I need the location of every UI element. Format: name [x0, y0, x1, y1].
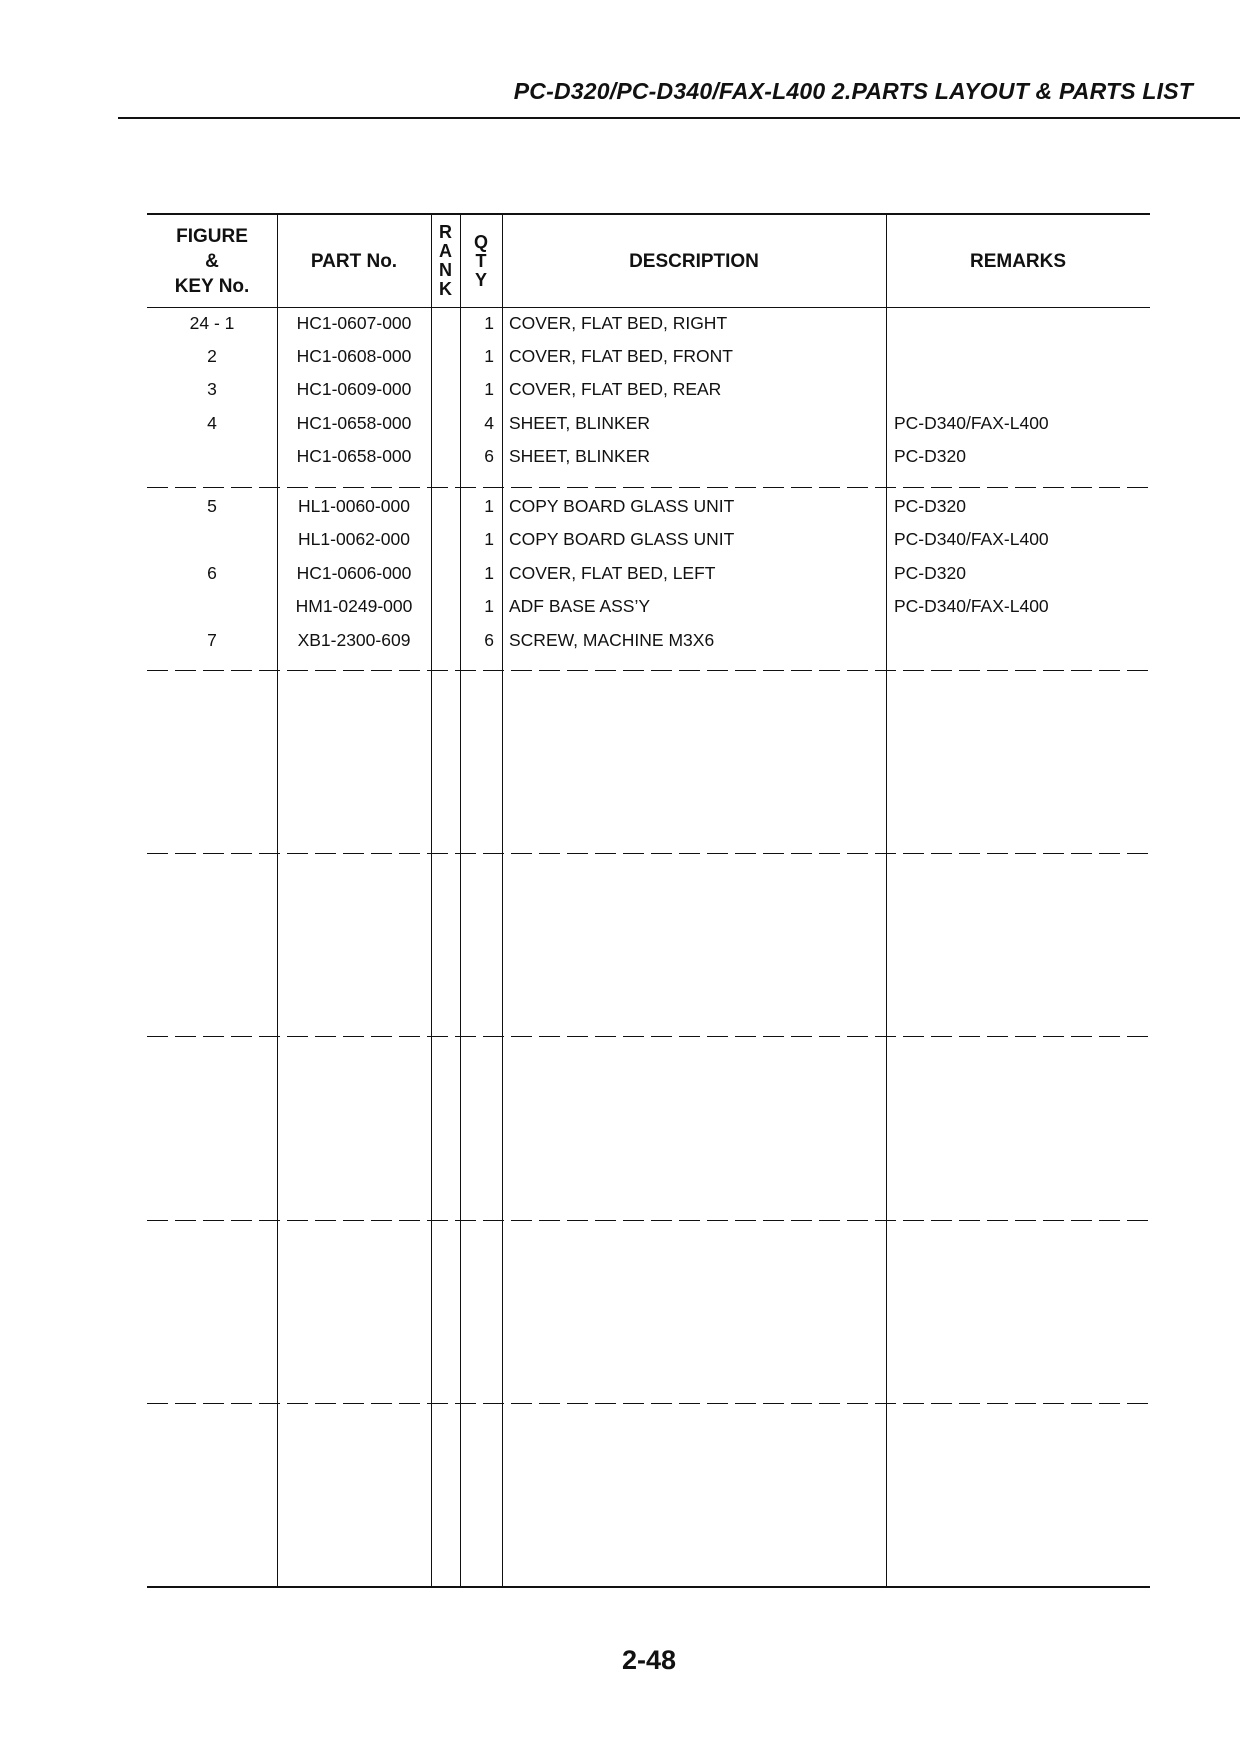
- qty-cell: 1: [484, 596, 494, 616]
- description-cell: COPY BOARD GLASS UNIT: [509, 496, 735, 516]
- page-header-title: PC-D320/PC-D340/FAX-L400 2.PARTS LAYOUT & PARTS LIST: [513, 78, 1193, 104]
- header-qty: [460, 215, 502, 307]
- part-no-cell: HC1-0608-000: [296, 346, 412, 366]
- figure-key-cell: 7: [207, 630, 217, 650]
- description-cell: SHEET, BLINKER: [509, 446, 651, 466]
- qty-cell: 4: [484, 413, 494, 433]
- header-qty-letter: Y: [474, 269, 487, 290]
- table-row: [147, 557, 1150, 590]
- remarks-cell: PC-D340/FAX-L400: [894, 529, 1049, 549]
- figure-key-cell: 24 - 1: [189, 313, 235, 333]
- description-cell: ADF BASE ASS’Y: [509, 596, 651, 616]
- description-cell: COVER, FLAT BED, LEFT: [509, 563, 716, 583]
- qty-cell: 1: [484, 563, 494, 583]
- header-rank: [431, 215, 460, 307]
- description-cell: COVER, FLAT BED, FRONT: [509, 346, 733, 366]
- figure-key-cell: 4: [207, 413, 217, 433]
- group-divider: [147, 1403, 1150, 1404]
- header-figure-line: &: [205, 250, 219, 272]
- figure-key-cell: 2: [207, 346, 217, 366]
- remarks-cell: PC-D320: [894, 496, 966, 516]
- table-row: [147, 373, 1150, 406]
- qty-cell: 1: [484, 346, 494, 366]
- remarks-cell: PC-D320: [894, 563, 966, 583]
- part-no-cell: HC1-0607-000: [296, 313, 412, 333]
- header-rank-letter: A: [439, 241, 452, 261]
- description-cell: COPY BOARD GLASS UNIT: [509, 529, 735, 549]
- table-row: [147, 624, 1150, 657]
- qty-cell: 6: [484, 630, 494, 650]
- table-row: [147, 407, 1150, 440]
- header-figure-line: KEY No.: [174, 275, 250, 297]
- qty-cell: 1: [484, 379, 494, 399]
- table-row: [147, 590, 1150, 623]
- header-part-no: PART No.: [310, 250, 398, 272]
- qty-cell: 1: [484, 313, 494, 333]
- remarks-cell: PC-D320: [894, 446, 966, 466]
- figure-key-cell: 3: [207, 379, 217, 399]
- remarks-cell: PC-D340/FAX-L400: [894, 596, 1049, 616]
- header-description: DESCRIPTION: [629, 250, 759, 272]
- table-bottom-rule: [147, 1586, 1150, 1588]
- group-divider: [147, 670, 1150, 671]
- table-row: [147, 440, 1150, 473]
- figure-key-cell: 5: [207, 496, 217, 516]
- part-no-cell: HC1-0606-000: [296, 563, 412, 583]
- table-row: [147, 340, 1150, 373]
- table-row: [147, 490, 1150, 523]
- parts-list-table: [147, 213, 1150, 1588]
- header-remarks: REMARKS: [969, 250, 1067, 272]
- part-no-cell: HM1-0249-000: [295, 596, 413, 616]
- part-no-cell: HL1-0060-000: [298, 496, 410, 516]
- table-row: [147, 307, 1150, 340]
- part-no-cell: HC1-0609-000: [296, 379, 412, 399]
- group-divider: [147, 487, 1150, 488]
- part-no-cell: HC1-0658-000: [296, 446, 412, 466]
- part-no-cell: HL1-0062-000: [298, 529, 410, 549]
- part-no-cell: XB1-2300-609: [297, 630, 411, 650]
- header-figure-key-no: [147, 215, 277, 307]
- table-row: [147, 523, 1150, 556]
- figure-key-cell: 6: [207, 563, 217, 583]
- description-cell: COVER, FLAT BED, RIGHT: [509, 313, 728, 333]
- group-divider: [147, 853, 1150, 854]
- header-rule: [118, 117, 1240, 119]
- qty-cell: 6: [484, 446, 494, 466]
- part-no-cell: HC1-0658-000: [296, 413, 412, 433]
- header-rank-letter: N: [439, 260, 452, 280]
- remarks-cell: PC-D340/FAX-L400: [894, 413, 1049, 433]
- group-divider: [147, 1036, 1150, 1037]
- qty-cell: 1: [484, 529, 494, 549]
- header-qty-letter: Q: [473, 231, 488, 252]
- header-rank-letter: K: [439, 279, 452, 299]
- description-cell: SCREW, MACHINE M3X6: [509, 630, 715, 650]
- page-number: 2-48: [621, 1645, 677, 1675]
- qty-cell: 1: [484, 496, 494, 516]
- header-rank-letter: R: [439, 222, 452, 242]
- description-cell: SHEET, BLINKER: [509, 413, 651, 433]
- header-figure-line: FIGURE: [176, 225, 248, 247]
- header-qty-letter: T: [475, 250, 487, 271]
- group-divider: [147, 1220, 1150, 1221]
- description-cell: COVER, FLAT BED, REAR: [509, 379, 722, 399]
